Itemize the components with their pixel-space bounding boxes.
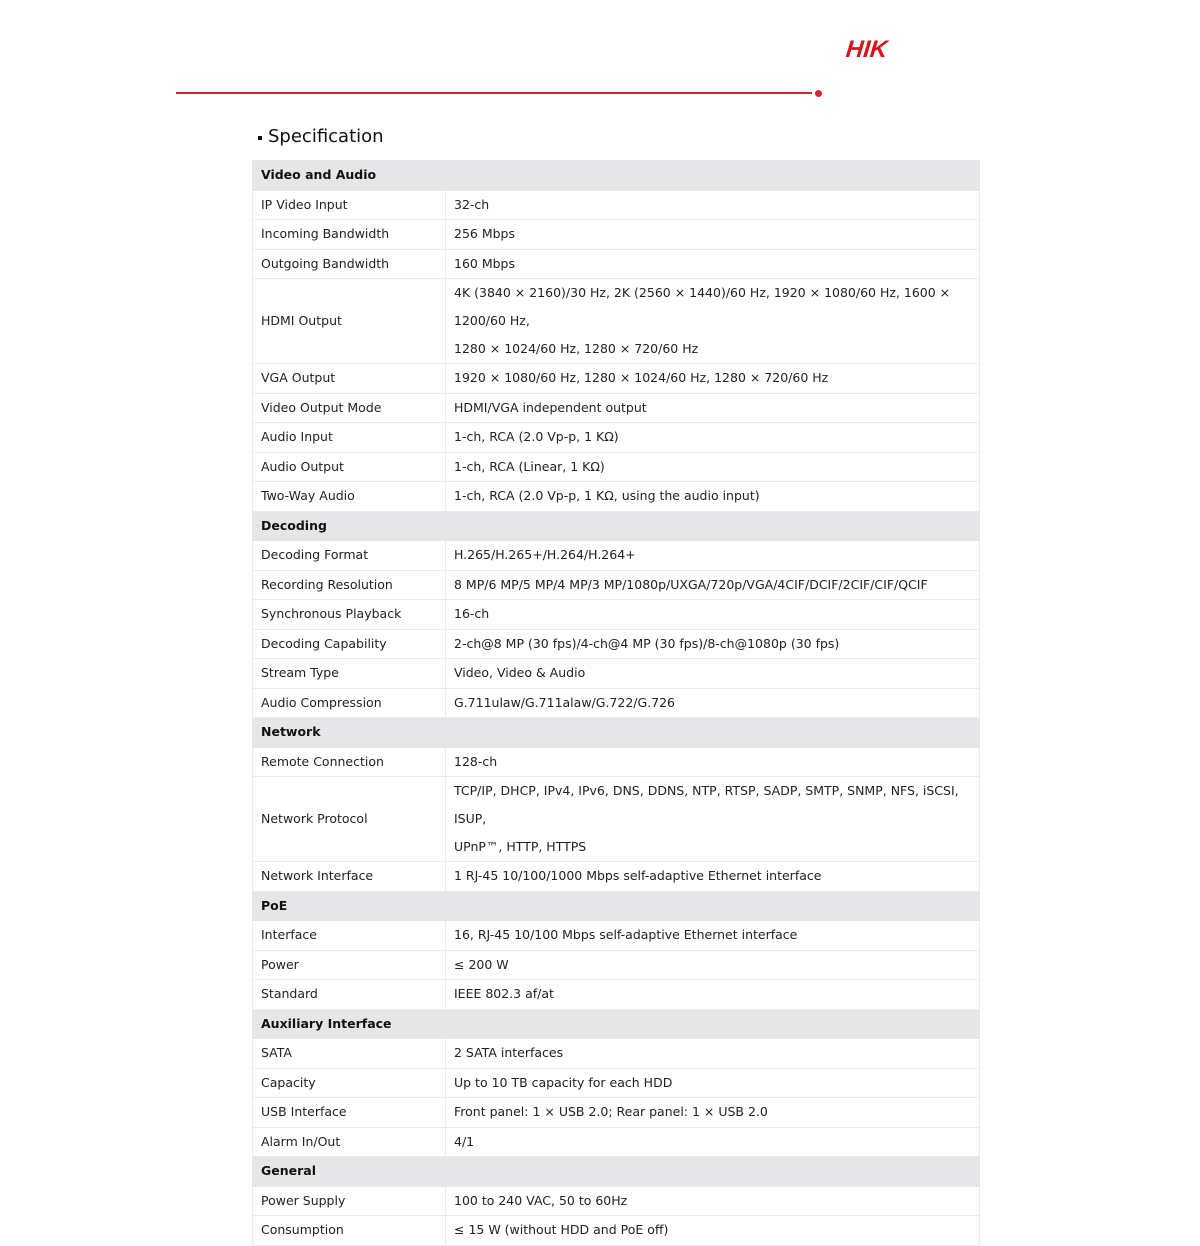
spec-value: 1-ch, RCA (Linear, 1 KΩ) (446, 452, 980, 482)
table-row (253, 452, 980, 482)
section-title: Auxiliary Interface (253, 1009, 980, 1039)
table-row (253, 862, 980, 892)
spec-value: 128-ch (446, 747, 980, 777)
section-title: Video and Audio (253, 161, 980, 191)
table-row (253, 659, 980, 689)
spec-value: 1920 × 1080/60 Hz, 1280 × 1024/60 Hz, 1280 × 720/60 Hz (446, 364, 980, 394)
section-header (253, 891, 980, 921)
table-row (253, 921, 980, 951)
section-title: Network (253, 718, 980, 748)
spec-label: Alarm In/Out (253, 1127, 446, 1157)
spec-label: Outgoing Bandwidth (253, 249, 446, 279)
table-row (253, 1216, 980, 1246)
spec-label: Video Output Mode (253, 393, 446, 423)
spec-value (446, 777, 980, 862)
spec-value-line: 4K (3840 × 2160)/30 Hz, 2K (2560 × 1440)/60 Hz, 1920 × 1080/60 Hz, 1600 × 1200/60 Hz, (454, 285, 951, 328)
spec-label: Recording Resolution (253, 570, 446, 600)
table-row (253, 747, 980, 777)
page-title (258, 126, 384, 147)
spec-label: Consumption (253, 1216, 446, 1246)
spec-value: 8 MP/6 MP/5 MP/4 MP/3 MP/1080p/UXGA/720p/VGA/4CIF/DCIF/2CIF/CIF/QCIF (446, 570, 980, 600)
table-row (253, 249, 980, 279)
spec-value: 100 to 240 VAC, 50 to 60Hz (446, 1186, 980, 1216)
spec-value: ≤ 200 W (446, 950, 980, 980)
spec-label: Power (253, 950, 446, 980)
spec-value: 160 Mbps (446, 249, 980, 279)
spec-value: Video, Video & Audio (446, 659, 980, 689)
spec-label: Two-Way Audio (253, 482, 446, 512)
table-row (253, 1127, 980, 1157)
table-row (253, 1039, 980, 1069)
section-header (253, 1157, 980, 1187)
section-header (253, 161, 980, 191)
spec-label: IP Video Input (253, 190, 446, 220)
spec-value: 2-ch@8 MP (30 fps)/4-ch@4 MP (30 fps)/8-ch@1080p (30 fps) (446, 629, 980, 659)
table-row (253, 950, 980, 980)
spec-label: Incoming Bandwidth (253, 220, 446, 250)
spec-value: 16, RJ-45 10/100 Mbps self-adaptive Ethernet interface (446, 921, 980, 951)
table-row (253, 1068, 980, 1098)
page-title-text: Specification (268, 126, 384, 147)
spec-value: 1 RJ-45 10/100/1000 Mbps self-adaptive Ethernet interface (446, 862, 980, 892)
table-row (253, 364, 980, 394)
spec-value: H.265/H.265+/H.264/H.264+ (446, 541, 980, 571)
spec-value: 1-ch, RCA (2.0 Vp-p, 1 KΩ, using the audio input) (446, 482, 980, 512)
header-divider (176, 92, 812, 94)
section-header (253, 718, 980, 748)
table-row (253, 482, 980, 512)
brand-logo: HIK (844, 36, 889, 63)
spec-label: Decoding Capability (253, 629, 446, 659)
table-row (253, 980, 980, 1010)
spec-value: 256 Mbps (446, 220, 980, 250)
spec-label: Synchronous Playback (253, 600, 446, 630)
header-divider-dot (815, 90, 822, 97)
spec-label: Capacity (253, 1068, 446, 1098)
spec-value: 32-ch (446, 190, 980, 220)
spec-value-line: UPnP™, HTTP, HTTPS (454, 839, 587, 854)
spec-value: 2 SATA interfaces (446, 1039, 980, 1069)
table-row (253, 541, 980, 571)
table-row (253, 629, 980, 659)
spec-label: Standard (253, 980, 446, 1010)
spec-label: Power Supply (253, 1186, 446, 1216)
spec-value: ≤ 15 W (without HDD and PoE off) (446, 1216, 980, 1246)
section-title: General (253, 1157, 980, 1187)
bullet-icon (258, 136, 262, 140)
section-header (253, 511, 980, 541)
spec-value: Up to 10 TB capacity for each HDD (446, 1068, 980, 1098)
spec-value (446, 279, 980, 364)
table-row (253, 393, 980, 423)
table-row (253, 279, 980, 364)
spec-label: USB Interface (253, 1098, 446, 1128)
spec-label: Interface (253, 921, 446, 951)
table-row (253, 220, 980, 250)
spec-label: Audio Input (253, 423, 446, 453)
spec-label: Audio Output (253, 452, 446, 482)
spec-value: IEEE 802.3 af/at (446, 980, 980, 1010)
section-title: PoE (253, 891, 980, 921)
table-row (253, 600, 980, 630)
section-title: Decoding (253, 511, 980, 541)
spec-value: 4/1 (446, 1127, 980, 1157)
table-row (253, 190, 980, 220)
spec-label: Decoding Format (253, 541, 446, 571)
table-row (253, 777, 980, 862)
spec-label: HDMI Output (253, 279, 446, 364)
spec-label: Network Protocol (253, 777, 446, 862)
table-row (253, 688, 980, 718)
spec-value: 1-ch, RCA (2.0 Vp-p, 1 KΩ) (446, 423, 980, 453)
spec-value-line: TCP/IP, DHCP, IPv4, IPv6, DNS, DDNS, NTP, RTSP, SADP, SMTP, SNMP, NFS, iSCSI, ISUP, (454, 783, 959, 826)
table-row (253, 570, 980, 600)
spec-value: G.711ulaw/G.711alaw/G.722/G.726 (446, 688, 980, 718)
spec-value-line: 1280 × 1024/60 Hz, 1280 × 720/60 Hz (454, 341, 699, 356)
spec-label: Network Interface (253, 862, 446, 892)
spec-label: Stream Type (253, 659, 446, 689)
table-row (253, 423, 980, 453)
spec-label: SATA (253, 1039, 446, 1069)
spec-value: Front panel: 1 × USB 2.0; Rear panel: 1 × USB 2.0 (446, 1098, 980, 1128)
spec-label: Remote Connection (253, 747, 446, 777)
spec-label: Audio Compression (253, 688, 446, 718)
spec-label: VGA Output (253, 364, 446, 394)
table-row (253, 1098, 980, 1128)
section-header (253, 1009, 980, 1039)
specification-table (252, 160, 980, 1246)
table-row (253, 1186, 980, 1216)
spec-value: 16-ch (446, 600, 980, 630)
spec-value: HDMI/VGA independent output (446, 393, 980, 423)
